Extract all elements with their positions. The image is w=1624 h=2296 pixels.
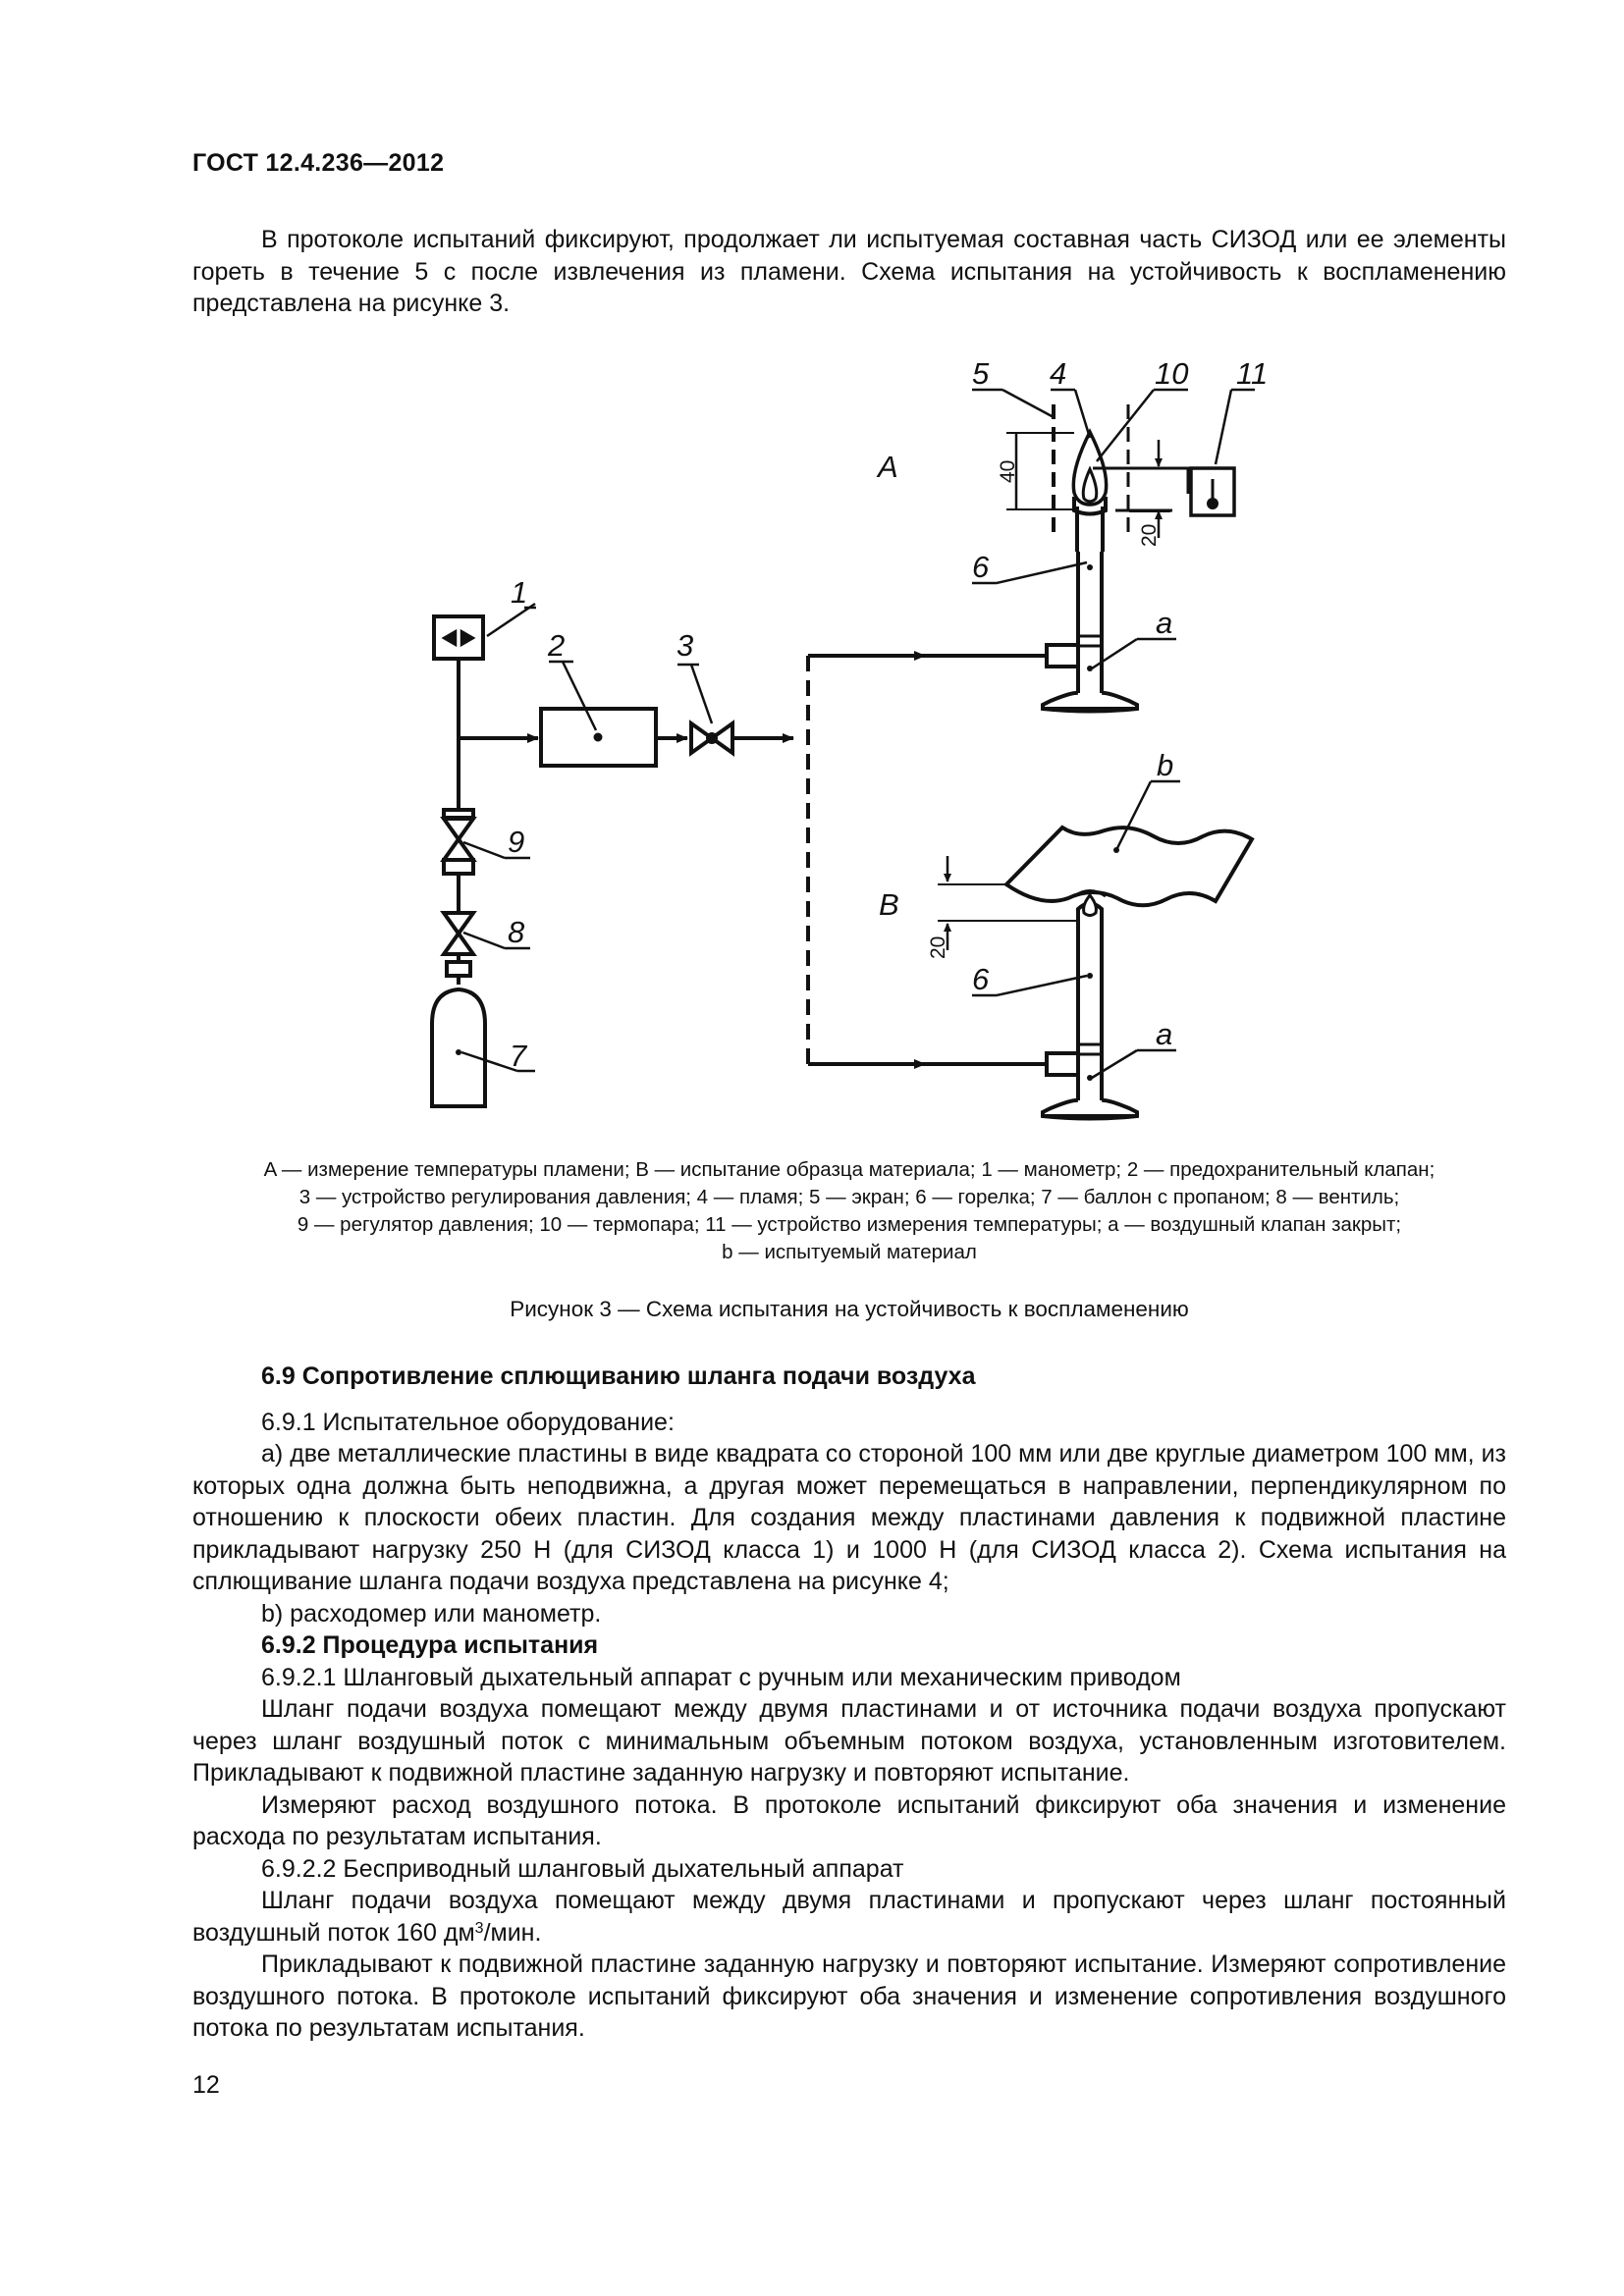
- subsection-title-6-9-2: 6.9.2 Процедура испытания: [261, 1631, 599, 1659]
- dim-label-20-top: 20: [1138, 523, 1161, 547]
- label-7: 7: [510, 1039, 527, 1073]
- intro-text: [192, 224, 1506, 320]
- label-10: 10: [1155, 356, 1189, 391]
- label-4: 4: [1050, 356, 1067, 391]
- page-number: 12: [192, 2071, 220, 2099]
- flame-top: [1073, 432, 1106, 552]
- label-3: 3: [677, 628, 694, 663]
- paragraph-6-9-2-1-title: 6.9.2.1 Шланговый дыхательный аппарат с ручным или механическим приводом: [261, 1663, 1181, 1691]
- paragraph-6-9-2-2-a: [192, 1885, 1506, 1949]
- burner-top: [1043, 552, 1137, 712]
- flow-unit-end: /мин.: [483, 1918, 542, 1947]
- intro-paragraph: В протоколе испытаний фиксируют, продолжает ли испытуемая составная часть СИЗОД или ее элементы гореть в течение 5 с после извлечения из пламени. Схема испытания на устойчивость к воспламенению представлена на рисунке 3.: [192, 226, 1506, 317]
- dim-label-40: 40: [997, 459, 1019, 483]
- legend-line: A — измерение температуры пламени; B — испытание образца материала; 1 — манометр; 2 — предохранительный клапан;: [263, 1158, 1435, 1181]
- view-label-a: A: [878, 450, 898, 484]
- leader-lines: [461, 390, 1255, 1078]
- legend-line: 3 — устройство регулирования давления; 4 — пламя; 5 — экран; 6 — горелка; 7 — баллон с пропаном; 8 — вентиль;: [298, 1186, 1400, 1208]
- section-6-9: [192, 1361, 1506, 2045]
- paragraph-6-9-1-b: b) расходомер или манометр.: [261, 1599, 602, 1628]
- label-2: 2: [548, 628, 566, 663]
- regulator-device-3: [691, 723, 732, 753]
- test-material-b: [1006, 828, 1252, 905]
- burner-bottom: [1043, 895, 1137, 1119]
- label-6-top: 6: [972, 550, 990, 584]
- safety-valve-2: [541, 709, 656, 766]
- figure-caption: Рисунок 3 — Схема испытания на устойчивость к воспламенению: [510, 1297, 1189, 1321]
- legend-line: b — испытуемый материал: [722, 1241, 977, 1263]
- dim-label-20-bottom: 20: [927, 935, 949, 959]
- pressure-regulator-9: [444, 810, 473, 874]
- paragraph-6-9-2-1-a: Шланг подачи воздуха помещают между двумя пластинами и от источника подачи воздуха пропускают через шланг воздушный поток с минимальным объемным потоком воздуха, установленным изготовителем. Прикладывают к подвижной пластине заданную нагрузку и повторяют испытание.: [192, 1695, 1506, 1787]
- label-1: 1: [511, 575, 528, 610]
- view-label-b: B: [879, 887, 899, 922]
- figure-legend: [192, 1156, 1506, 1266]
- page-header: ГОСТ 12.4.236—2012: [192, 149, 445, 177]
- label-a-bottom: a: [1156, 1017, 1173, 1051]
- section-title: 6.9 Сопротивление сплющиванию шланга подачи воздуха: [261, 1362, 976, 1390]
- legend-line: 9 — регулятор давления; 10 — термопара; 11 — устройство измерения температуры; a — воздушный клапан закрыт;: [297, 1213, 1402, 1236]
- paragraph-6-9-2-2-title: 6.9.2.2 Бесприводный шланговый дыхательный аппарат: [261, 1854, 904, 1883]
- valve-8: [444, 913, 473, 954]
- label-a-top: a: [1156, 606, 1173, 640]
- paragraph-6-9-2-1-b: Измеряют расход воздушного потока. В протоколе испытаний фиксируют оба значения и изменение расхода по результатам испытания.: [192, 1790, 1506, 1850]
- propane-cylinder-7: [432, 989, 485, 1106]
- label-6-bottom: 6: [972, 962, 990, 996]
- label-8: 8: [508, 915, 525, 949]
- paragraph-6-9-1-a: а) две металлические пластины в виде квадрата со стороной 100 мм или две круглые диаметром 100 мм, из которых одна должна быть неподвижна, а другая может перемещаться в направлении, перпендикулярном по отношению к плоскости обеих пластин. Для создания между пластинами давления к подвижной пластине прикладывают нагрузку 250 Н (для СИЗОД класса 1) и 1000 Н (для СИЗОД класса 2). Схема испытания на сплющивание шланга подачи воздуха представлена на рисунке 4;: [192, 1440, 1506, 1595]
- temperature-device-11: [1191, 468, 1234, 515]
- unit-superscript: 3: [474, 1919, 484, 1937]
- label-b: b: [1157, 748, 1174, 782]
- label-9: 9: [508, 825, 525, 859]
- label-5: 5: [972, 356, 990, 391]
- label-11: 11: [1236, 356, 1269, 391]
- flow-text: Шланг подачи воздуха помещают между двумя пластинами и пропускают через шланг постоянный воздушный поток 160 дм: [192, 1887, 1506, 1947]
- paragraph-6-9-1: 6.9.1 Испытательное оборудование:: [261, 1408, 675, 1436]
- paragraph-6-9-2-2-b: Прикладывают к подвижной пластине заданную нагрузку и повторяют испытание. Измеряют сопротивление воздушного потока. В протоколе испытаний фиксируют оба значения и изменение сопротивления воздушного потока по результатам испытания.: [192, 1950, 1506, 2042]
- manometer-1: [434, 616, 483, 659]
